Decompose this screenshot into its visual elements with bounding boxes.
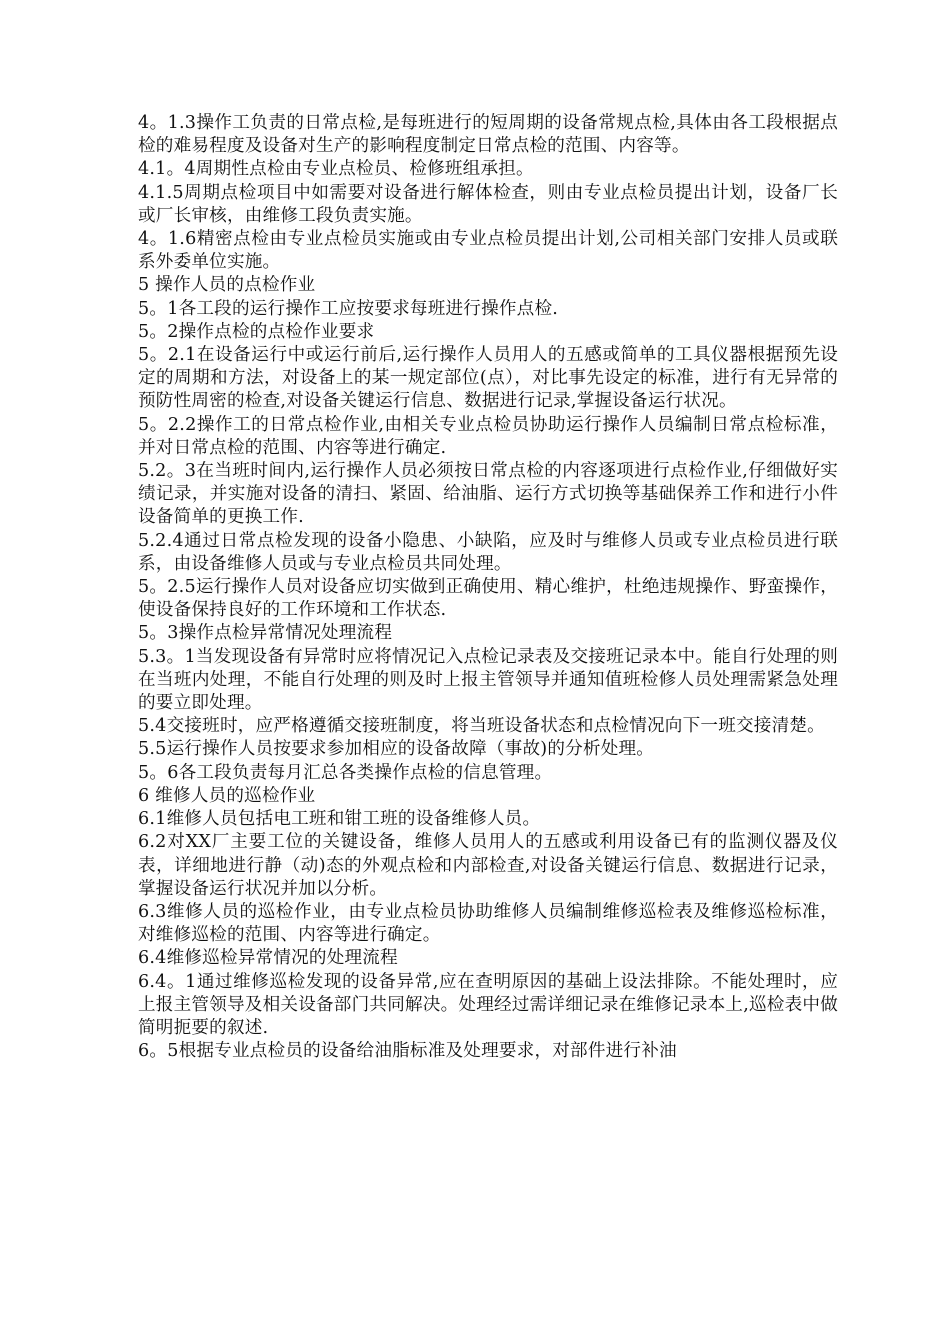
paragraph-6-5: 6。5根据专业点检员的设备给油脂标准及处理要求，对部件进行补油 (138, 1041, 677, 1062)
paragraph-5-2-5: 5。2.5运行操作人员对设备应切实做到正确使用、精心维护，杜绝违规操作、野蛮操作，使设备保持良好的工作环境和工作状态. (138, 577, 838, 621)
paragraph-4-1-5: 4.1.5周期点检项目中如需要对设备进行解体检查，则由专业点检员提出计划，设备厂长或厂长审核，由维修工段负责实施。 (138, 182, 838, 226)
paragraph-5-6: 5。6各工段负责每月汇总各类操作点检的信息管理。 (138, 762, 553, 783)
section-heading-5: 5 操作人员的点检作业 (138, 275, 316, 296)
paragraph-6-2: 6.2对XX厂主要工位的关键设备，维修人员用人的五感或利用设备已有的监测仪器及仪表，详细地进行静（动)态的外观点检和内部检查,对设备关键运行信息、数据进行记录，掌握设备运行状况并加以分析。 (138, 832, 838, 899)
paragraph-6-4-1: 6.4。1通过维修巡检发现的设备异常,应在查明原因的基础上设法排除。不能处理时，应上报主管领导及相关设备部门共同解决。处理经过需详细记录在维修记录本上,巡检表中做简明扼要的叙述. (138, 971, 838, 1038)
paragraph-6-4: 6.4维修巡检异常情况的处理流程 (138, 948, 398, 969)
paragraph-4-1-6: 4。1.6精密点检由专业点检员实施或由专业点检员提出计划,公司相关部门安排人员或联系外委单位实施。 (138, 229, 838, 273)
paragraph-5-1: 5。1各工段的运行操作工应按要求每班进行操作点检. (138, 298, 559, 319)
paragraph-6-3: 6.3维修人员的巡检作业，由专业点检员协助维修人员编制维修巡检表及维修巡检标准，对维修巡检的范围、内容等进行确定。 (138, 901, 838, 946)
section-heading-6: 6 维修人员的巡检作业 (138, 785, 316, 806)
paragraph-6-1: 6.1维修人员包括电工班和钳工班的设备维修人员。 (138, 809, 541, 830)
document-body (138, 112, 838, 1063)
paragraph-5-3: 5。3操作点检异常情况处理流程 (138, 623, 393, 644)
paragraph-5-2: 5。2操作点检的点检作业要求 (138, 321, 375, 342)
paragraph-5-2-4: 5.2.4通过日常点检发现的设备小隐患、小缺陷，应及时与维修人员或专业点检员进行联系，由设备维修人员或与专业点检员共同处理。 (138, 530, 838, 574)
paragraph-5-2-2: 5。2.2操作工的日常点检作业,由相关专业点检员协助运行操作人员编制日常点检标准，并对日常点检的范围、内容等进行确定. (138, 414, 838, 458)
paragraph-4-1-3: 4。1.3操作工负责的日常点检,是每班进行的短周期的设备常规点检,具体由各工段根据点检的难易程度及设备对生产的影响程度制定日常点检的范围、内容等。 (138, 113, 838, 157)
paragraph-5-3-1: 5.3。1当发现设备有异常时应将情况记入点检记录表及交接班记录本中。能自行处理的则在当班内处理，不能自行处理的则及时上报主管领导并通知值班检修人员处理需紧急处理的要立即处理。 (138, 646, 838, 714)
paragraph-5-2-3: 5.2。3在当班时间内,运行操作人员必须按日常点检的内容逐项进行点检作业,仔细做好实绩记录，并实施对设备的清扫、紧固、给油脂、运行方式切换等基础保养工作和进行小件设备简单的更换工作. (138, 461, 838, 528)
paragraph-5-4: 5.4交接班时，应严格遵循交接班制度，将当班设备状态和点检情况向下一班交接清楚。 (138, 716, 825, 737)
paragraph-5-5: 5.5运行操作人员按要求参加相应的设备故障（事故)的分析处理。 (138, 739, 655, 760)
paragraph-4-1-4: 4.1。4周期性点检由专业点检员、检修班组承担。 (138, 159, 534, 180)
paragraph-5-2-1: 5。2.1在设备运行中或运行前后,运行操作人员用人的五感或简单的工具仪器根据预先设定的周期和方法，对设备上的某一规定部位(点），对比事先设定的标准，进行有无异常的预防性周密的检查,对设备关键运行信息、数据进行记录,掌握设备运行状况。 (138, 345, 838, 412)
